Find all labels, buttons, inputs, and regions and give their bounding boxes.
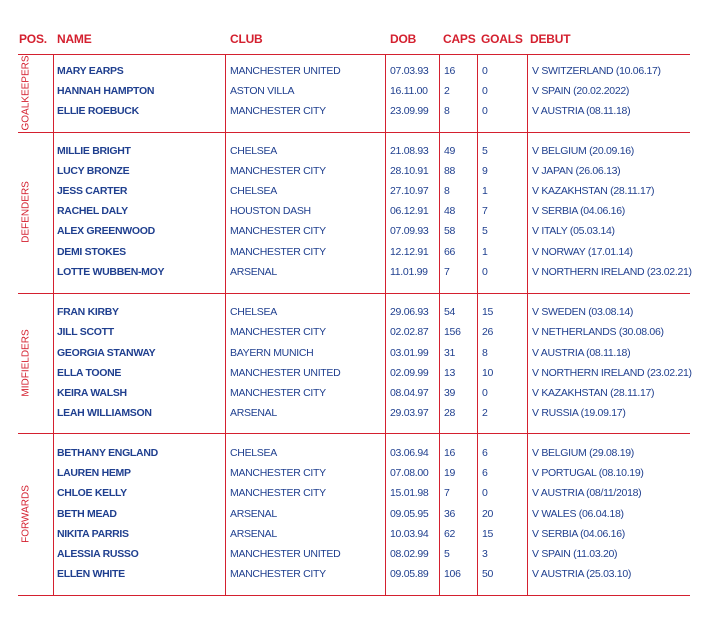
position-label-defenders: DEFENDERS: [20, 181, 32, 243]
player-debut: V AUSTRIA (25.03.10): [532, 568, 632, 580]
player-caps: 8: [444, 185, 450, 197]
position-label-goalkeepers: GOALKEEPERS: [20, 55, 32, 131]
player-dob: 29.06.93: [390, 306, 429, 318]
player-club: MANCHESTER CITY: [230, 326, 326, 338]
position-label-midfielders: MIDFIELDERS: [20, 329, 32, 397]
player-dob: 27.10.97: [390, 185, 429, 197]
player-club: MANCHESTER CITY: [230, 225, 326, 237]
player-debut: V NETHERLANDS (30.08.06): [532, 326, 664, 338]
player-caps: 156: [444, 326, 461, 338]
player-dob: 28.10.91: [390, 165, 429, 177]
player-name: BETHANY ENGLAND: [57, 447, 158, 459]
player-name: ELLIE ROEBUCK: [57, 105, 139, 117]
player-goals: 0: [482, 105, 488, 117]
player-debut: V SPAIN (11.03.20): [532, 548, 618, 560]
player-goals: 2: [482, 407, 488, 419]
player-club: MANCHESTER CITY: [230, 467, 326, 479]
player-goals: 0: [482, 85, 488, 97]
player-name: MILLIE BRIGHT: [57, 145, 131, 157]
player-caps: 7: [444, 487, 450, 499]
player-debut: V JAPAN (26.06.13): [532, 165, 621, 177]
divider: [18, 132, 690, 133]
player-name: DEMI STOKES: [57, 246, 126, 258]
table-row: [0, 343, 720, 363]
player-dob: 06.12.91: [390, 205, 429, 217]
table-row: [0, 403, 720, 423]
table-row: [0, 101, 720, 121]
player-dob: 09.05.89: [390, 568, 429, 580]
player-goals: 7: [482, 205, 488, 217]
player-dob: 09.05.95: [390, 508, 429, 520]
player-caps: 36: [444, 508, 456, 520]
player-dob: 08.02.99: [390, 548, 429, 560]
player-dob: 07.08.00: [390, 467, 429, 479]
divider: [18, 433, 690, 434]
table-row: [0, 81, 720, 101]
player-debut: V AUSTRIA (08/11/2018): [532, 487, 642, 499]
player-name: JILL SCOTT: [57, 326, 114, 338]
table-row: [0, 181, 720, 201]
table-row: [0, 161, 720, 181]
player-goals: 50: [482, 568, 494, 580]
player-goals: 26: [482, 326, 494, 338]
player-goals: 5: [482, 145, 488, 157]
header-goals: GOALS: [481, 32, 523, 46]
player-goals: 15: [482, 528, 494, 540]
player-name: LOTTE WUBBEN-MOY: [57, 266, 165, 278]
player-goals: 0: [482, 387, 488, 399]
player-goals: 0: [482, 266, 488, 278]
player-caps: 16: [444, 447, 456, 459]
player-name: ALESSIA RUSSO: [57, 548, 139, 560]
player-debut: V KAZAKHSTAN (28.11.17): [532, 185, 655, 197]
player-dob: 03.06.94: [390, 447, 429, 459]
player-goals: 1: [482, 185, 488, 197]
player-caps: 106: [444, 568, 461, 580]
player-goals: 8: [482, 347, 488, 359]
player-dob: 21.08.93: [390, 145, 429, 157]
player-caps: 7: [444, 266, 450, 278]
player-caps: 5: [444, 548, 450, 560]
table-row: [0, 463, 720, 483]
table-row: [0, 322, 720, 342]
player-goals: 10: [482, 367, 494, 379]
player-caps: 28: [444, 407, 456, 419]
player-dob: 11.01.99: [390, 266, 428, 278]
player-name: KEIRA WALSH: [57, 387, 127, 399]
table-row: [0, 141, 720, 161]
player-club: ARSENAL: [230, 528, 277, 540]
header-caps: CAPS: [443, 32, 476, 46]
player-club: MANCHESTER CITY: [230, 487, 326, 499]
player-dob: 29.03.97: [390, 407, 429, 419]
table-row: [0, 504, 720, 524]
table-row: [0, 262, 720, 282]
player-debut: V RUSSIA (19.09.17): [532, 407, 626, 419]
player-dob: 08.04.97: [390, 387, 429, 399]
player-debut: V SPAIN (20.02.2022): [532, 85, 630, 97]
player-name: LEAH WILLIAMSON: [57, 407, 152, 419]
player-goals: 15: [482, 306, 494, 318]
player-caps: 31: [444, 347, 456, 359]
player-dob: 12.12.91: [390, 246, 429, 258]
player-name: JESS CARTER: [57, 185, 128, 197]
player-dob: 02.02.87: [390, 326, 429, 338]
player-name: RACHEL DALY: [57, 205, 128, 217]
player-club: ARSENAL: [230, 407, 277, 419]
table-row: [0, 363, 720, 383]
header-club: CLUB: [230, 32, 263, 46]
player-name: GEORGIA STANWAY: [57, 347, 156, 359]
player-name: ALEX GREENWOOD: [57, 225, 155, 237]
player-debut: V NORTHERN IRELAND (23.02.21): [532, 266, 692, 278]
player-caps: 66: [444, 246, 456, 258]
player-caps: 19: [444, 467, 456, 479]
divider: [18, 595, 690, 596]
divider: [18, 293, 690, 294]
player-goals: 6: [482, 467, 488, 479]
position-label-forwards: FORWARDS: [20, 485, 32, 543]
player-name: ELLA TOONE: [57, 367, 122, 379]
player-debut: V AUSTRIA (08.11.18): [532, 105, 631, 117]
player-goals: 5: [482, 225, 488, 237]
table-row: [0, 483, 720, 503]
player-caps: 54: [444, 306, 456, 318]
player-goals: 6: [482, 447, 488, 459]
table-row: [0, 443, 720, 463]
player-club: CHELSEA: [230, 447, 277, 459]
player-club: MANCHESTER CITY: [230, 387, 326, 399]
player-name: LAUREN HEMP: [57, 467, 131, 479]
player-debut: V SWEDEN (03.08.14): [532, 306, 634, 318]
player-club: CHELSEA: [230, 185, 277, 197]
player-name: NIKITA PARRIS: [57, 528, 129, 540]
player-debut: V BELGIUM (29.08.19): [532, 447, 634, 459]
player-name: LUCY BRONZE: [57, 165, 130, 177]
header-dob: DOB: [390, 32, 417, 46]
player-dob: 15.01.98: [390, 487, 429, 499]
player-caps: 49: [444, 145, 456, 157]
table-row: [0, 564, 720, 584]
player-club: MANCHESTER UNITED: [230, 65, 341, 77]
player-debut: V BELGIUM (20.09.16): [532, 145, 634, 157]
table-row: [0, 544, 720, 564]
player-club: ASTON VILLA: [230, 85, 295, 97]
table-row: [0, 221, 720, 241]
player-goals: 9: [482, 165, 488, 177]
player-debut: V WALES (06.04.18): [532, 508, 624, 520]
player-club: CHELSEA: [230, 306, 277, 318]
table-row: [0, 383, 720, 403]
table-row: [0, 302, 720, 322]
player-club: ARSENAL: [230, 508, 277, 520]
header-pos: POS.: [19, 32, 47, 46]
player-debut: V ITALY (05.03.14): [532, 225, 615, 237]
player-club: CHELSEA: [230, 145, 277, 157]
player-club: MANCHESTER CITY: [230, 105, 326, 117]
player-dob: 03.01.99: [390, 347, 429, 359]
player-debut: V AUSTRIA (08.11.18): [532, 347, 631, 359]
player-dob: 23.09.99: [390, 105, 429, 117]
table-row: [0, 201, 720, 221]
player-club: MANCHESTER UNITED: [230, 367, 341, 379]
player-debut: V PORTUGAL (08.10.19): [532, 467, 644, 479]
player-caps: 16: [444, 65, 456, 77]
player-debut: V SERBIA (04.06.16): [532, 528, 625, 540]
header-debut: DEBUT: [530, 32, 571, 46]
player-caps: 48: [444, 205, 456, 217]
player-debut: V NORTHERN IRELAND (23.02.21): [532, 367, 692, 379]
player-name: BETH MEAD: [57, 508, 117, 520]
player-name: HANNAH HAMPTON: [57, 85, 155, 97]
player-goals: 1: [482, 246, 488, 258]
table-row: [0, 524, 720, 544]
player-club: MANCHESTER CITY: [230, 568, 326, 580]
player-caps: 8: [444, 105, 450, 117]
player-debut: V KAZAKHSTAN (28.11.17): [532, 387, 655, 399]
player-caps: 62: [444, 528, 456, 540]
player-name: MARY EARPS: [57, 65, 124, 77]
player-debut: V NORWAY (17.01.14): [532, 246, 633, 258]
player-name: CHLOE KELLY: [57, 487, 127, 499]
player-club: MANCHESTER CITY: [230, 246, 326, 258]
table-row: [0, 242, 720, 262]
player-name: FRAN KIRBY: [57, 306, 119, 318]
player-club: MANCHESTER CITY: [230, 165, 326, 177]
player-caps: 39: [444, 387, 456, 399]
player-goals: 0: [482, 65, 488, 77]
player-dob: 10.03.94: [390, 528, 429, 540]
player-caps: 2: [444, 85, 450, 97]
player-club: MANCHESTER UNITED: [230, 548, 341, 560]
player-goals: 20: [482, 508, 494, 520]
player-club: ARSENAL: [230, 266, 277, 278]
player-caps: 88: [444, 165, 456, 177]
player-dob: 16.11.00: [390, 85, 428, 97]
header-name: NAME: [57, 32, 92, 46]
divider: [18, 54, 690, 55]
player-goals: 0: [482, 487, 488, 499]
player-goals: 3: [482, 548, 488, 560]
player-caps: 58: [444, 225, 456, 237]
player-debut: V SWITZERLAND (10.06.17): [532, 65, 661, 77]
player-dob: 07.03.93: [390, 65, 429, 77]
player-club: BAYERN MUNICH: [230, 347, 314, 359]
player-name: ELLEN WHITE: [57, 568, 125, 580]
player-dob: 07.09.93: [390, 225, 429, 237]
player-dob: 02.09.99: [390, 367, 429, 379]
player-debut: V SERBIA (04.06.16): [532, 205, 625, 217]
table-row: [0, 61, 720, 81]
player-caps: 13: [444, 367, 456, 379]
player-club: HOUSTON DASH: [230, 205, 311, 217]
